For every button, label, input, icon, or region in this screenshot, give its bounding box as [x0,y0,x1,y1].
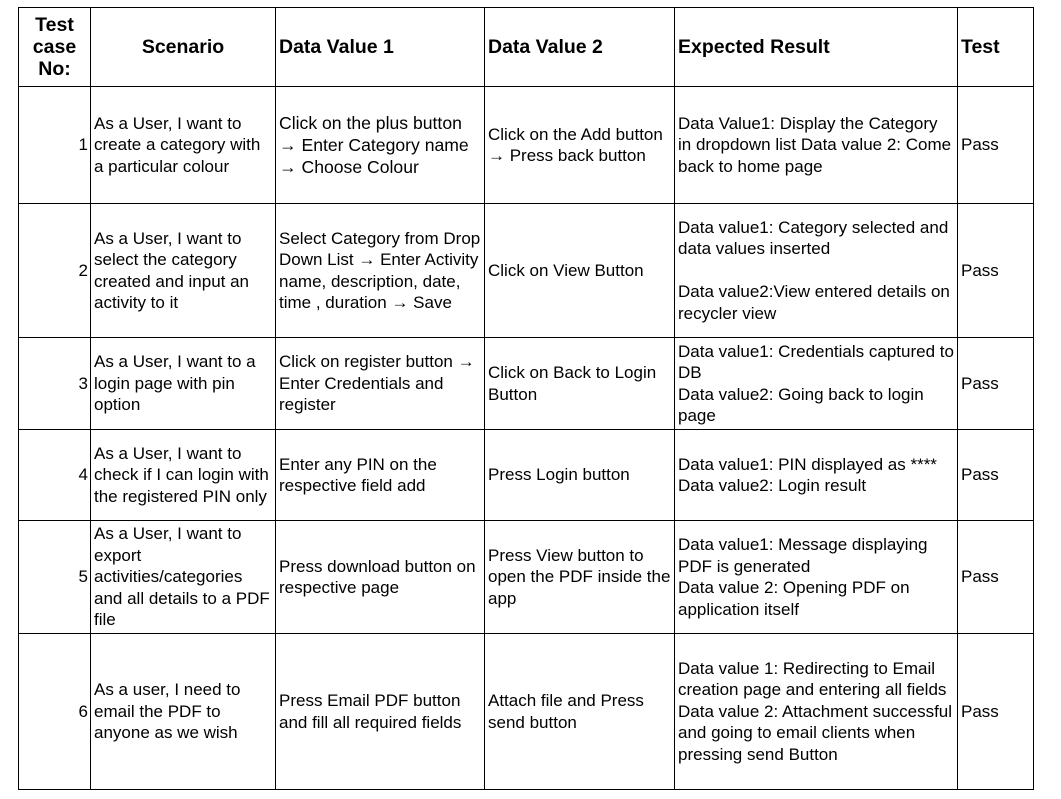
test-result-cell: Pass [958,521,1034,634]
test-result-cell: Pass [958,634,1034,790]
test-case-number: 6 [19,634,91,790]
data-value-1-cell: Press Email PDF button and fill all required fields [276,634,485,790]
expected-result-cell: Data value 1: Redirecting to Email creation page and entering all fields Data value 2: Attachment successful and going to email clients when pressing send Button [675,634,958,790]
data-value-2-cell: Click on View Button [485,204,675,338]
data-value-2-cell: Attach file and Press send button [485,634,675,790]
table-row [19,634,1034,790]
table-row [19,430,1034,521]
header-test-case-no: Test case No: [19,8,91,87]
test-case-table [18,7,1034,790]
test-result-cell: Pass [958,204,1034,338]
test-case-number: 2 [19,204,91,338]
expected-result-cell: Data Value1: Display the Category in dropdown list Data value 2: Come back to home page [675,87,958,204]
expected-result-cell: Data value1: Credentials captured to DB Data value2: Going back to login page [675,338,958,430]
table-row [19,204,1034,338]
table-row [19,87,1034,204]
scenario-cell: As a user, I need to email the PDF to anyone as we wish [91,634,276,790]
table-row [19,521,1034,634]
header-test: Test [958,8,1034,87]
header-data-value-1: Data Value 1 [276,8,485,87]
data-value-2-cell: Click on the Add button → Press back button [485,87,675,204]
data-value-2-cell: Press Login button [485,430,675,521]
test-result-cell: Pass [958,430,1034,521]
data-value-2-cell: Click on Back to Login Button [485,338,675,430]
data-value-1-cell: Click on register button → Enter Credentials and register [276,338,485,430]
header-expected-result: Expected Result [675,8,958,87]
header-scenario: Scenario [91,8,276,87]
scenario-cell: As a User, I want to check if I can login with the registered PIN only [91,430,276,521]
header-row [19,8,1034,87]
expected-result-cell: Data value1: PIN displayed as **** Data value2: Login result [675,430,958,521]
table-row [19,338,1034,430]
test-result-cell: Pass [958,338,1034,430]
test-case-number: 4 [19,430,91,521]
test-case-number: 3 [19,338,91,430]
data-value-1-cell: Select Category from Drop Down List → Enter Activity name, description, date, time , duration → Save [276,204,485,338]
scenario-cell: As a User, I want to a login page with pin option [91,338,276,430]
data-value-2-cell: Press View button to open the PDF inside the app [485,521,675,634]
test-case-number: 5 [19,521,91,634]
data-value-1-cell: Click on the plus button → Enter Category name → Choose Colour [276,87,485,204]
test-result-cell: Pass [958,87,1034,204]
scenario-cell: As a User, I want to export activities/categories and all details to a PDF file [91,521,276,634]
test-case-number: 1 [19,87,91,204]
header-data-value-2: Data Value 2 [485,8,675,87]
scenario-cell: As a User, I want to create a category with a particular colour [91,87,276,204]
data-value-1-cell: Press download button on respective page [276,521,485,634]
scenario-cell: As a User, I want to select the category created and input an activity to it [91,204,276,338]
expected-result-cell: Data value1: Category selected and data values inserted Data value2:View entered details on recycler view [675,204,958,338]
expected-result-cell: Data value1: Message displaying PDF is generated Data value 2: Opening PDF on application itself [675,521,958,634]
data-value-1-cell: Enter any PIN on the respective field add [276,430,485,521]
